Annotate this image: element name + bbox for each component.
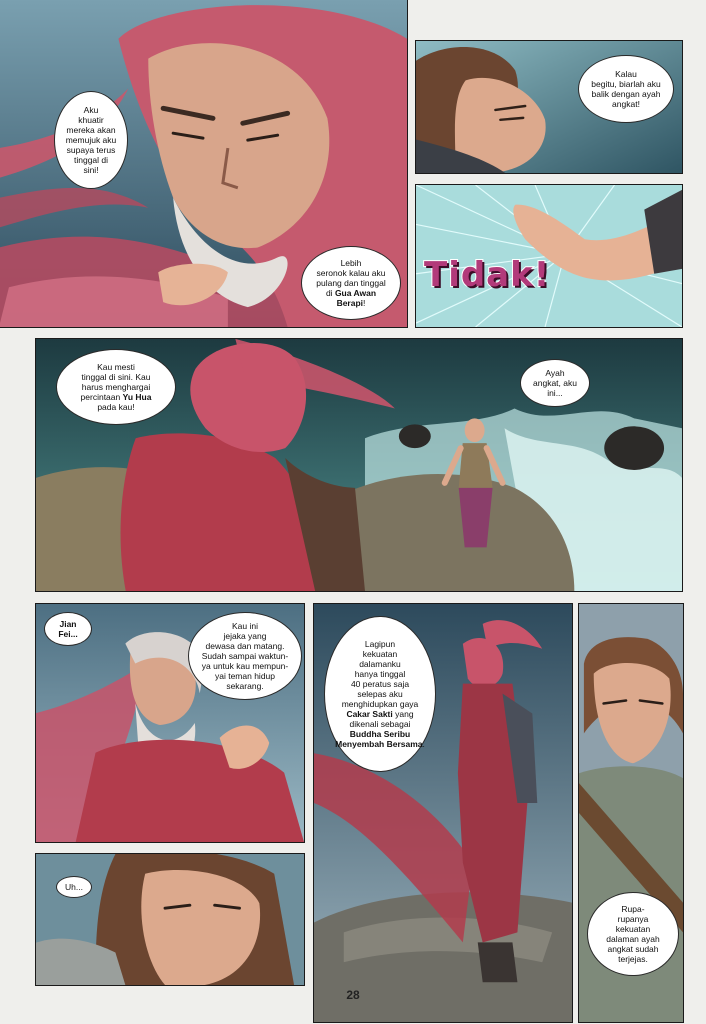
speech-bubble [54, 91, 128, 189]
bubble-text-fragment: ! [363, 298, 366, 309]
panel-4 [35, 338, 683, 592]
bubble-bold-name: Buddha Seribu Menyembah Bersama [335, 729, 423, 750]
bubble-text-line: 40 peratus saja [350, 678, 410, 689]
bubble-text-line: kekuatan [362, 648, 398, 659]
panel-2 [415, 40, 683, 174]
bubble-text-line: Lagipun [364, 638, 396, 649]
bubble-text-line: Rupa- [621, 903, 645, 914]
bubble-text-line: seronok kalau aku [316, 267, 386, 278]
bubble-text-line: Kalau [615, 68, 637, 79]
bubble-text-fragment: yang dikenali sebagai [349, 709, 414, 730]
speech-bubble [44, 612, 92, 646]
bubble-text-line: khuatir [78, 114, 104, 125]
panel-6 [313, 603, 573, 1023]
page-number: 28 [346, 988, 360, 1002]
bubble-text-line [81, 392, 152, 402]
panel-7 [578, 603, 684, 1023]
bubble-text-line: dalaman ayah [606, 934, 660, 944]
bubble-text-line: Kau mesti [97, 361, 135, 372]
bubble-text-line: ya untuk kau mempun- [201, 661, 289, 671]
speech-bubble [188, 612, 302, 700]
bubble-text-line: kekuatan [615, 923, 651, 934]
bubble-bold-name: Cakar Sakti [346, 709, 393, 720]
speech-bubble [578, 55, 674, 123]
bubble-text-line: Aku [83, 104, 99, 115]
bubble-text-line: angkat sudah [607, 944, 659, 955]
bubble-text-line [316, 288, 385, 298]
bubble-text-line [333, 729, 427, 749]
bubble-text-line: supaya terus [66, 145, 116, 155]
bubble-text-line [316, 298, 385, 308]
bubble-text-line: Kau ini [232, 620, 258, 631]
speech-bubble [324, 616, 436, 772]
bubble-text-line: jejaka yang [223, 630, 267, 641]
bubble-text-line: sekarang. [226, 681, 264, 692]
speech-bubble [56, 876, 92, 898]
bubble-text-line: memujuk aku [65, 134, 117, 145]
bubble-text-line: yai teman hidup [214, 671, 275, 682]
bubble-text-line: pulang dan tinggal [316, 277, 386, 288]
bubble-text-line: hanya tinggal [354, 668, 406, 679]
speech-bubble [56, 349, 176, 425]
bubble-text-line: harus menghargai [81, 381, 151, 392]
bubble-text-line: ini... [547, 388, 563, 398]
speech-bubble [301, 246, 401, 320]
bubble-text-line: Jian [59, 618, 77, 629]
bubble-text-line: tinggal di [73, 155, 109, 166]
bubble-text-line: balik dengan ayah [591, 89, 661, 99]
bubble-text-line [333, 709, 427, 729]
bubble-text-line: mereka akan [66, 124, 116, 135]
panel-8 [35, 853, 305, 986]
panel-5 [35, 603, 305, 843]
bubble-text-line: Fei... [58, 629, 78, 639]
bubble-text-line: dewasa dan matang. [205, 640, 285, 651]
panel-3 [415, 184, 683, 328]
bubble-text-line: selepas aku [357, 688, 403, 699]
speech-bubble [587, 892, 679, 976]
bubble-bold-name: Gua Awan [334, 288, 377, 298]
bubble-text-line: tinggal di sini. Kau [81, 371, 151, 382]
bubble-text-line: pada kau! [97, 402, 135, 413]
bubble-text-fragment: . [422, 739, 425, 750]
bubble-bold-name: Berapi [336, 298, 364, 309]
bubble-text-line: Lebih [340, 257, 362, 268]
bubble-text-fragment: percintaan [80, 392, 121, 402]
bubble-text-line: Uh... [65, 881, 83, 892]
panel-1 [0, 0, 408, 328]
bubble-text-line: rupanya [617, 913, 649, 924]
bubble-text-line: Sudah sampai waktun- [201, 650, 289, 661]
bubble-text-line: angkat! [612, 99, 640, 110]
sound-effect-text: Tidak! [424, 255, 551, 295]
bubble-text-line: dalamanku [359, 658, 401, 669]
bubble-text-fragment: di [325, 288, 333, 298]
speech-bubble [520, 359, 590, 407]
bubble-text-line: terjejas. [618, 954, 648, 965]
bubble-text-line: angkat, aku [533, 377, 577, 388]
bubble-text-line: menghidupkan gaya [341, 699, 419, 709]
bubble-bold-name: Yu Hua [122, 392, 152, 402]
bubble-text-line: sini! [83, 165, 99, 176]
bubble-text-line: begitu, biarlah aku [591, 78, 661, 89]
bubble-text-line: Ayah [545, 367, 565, 378]
young-man-closeup-art [36, 854, 304, 985]
